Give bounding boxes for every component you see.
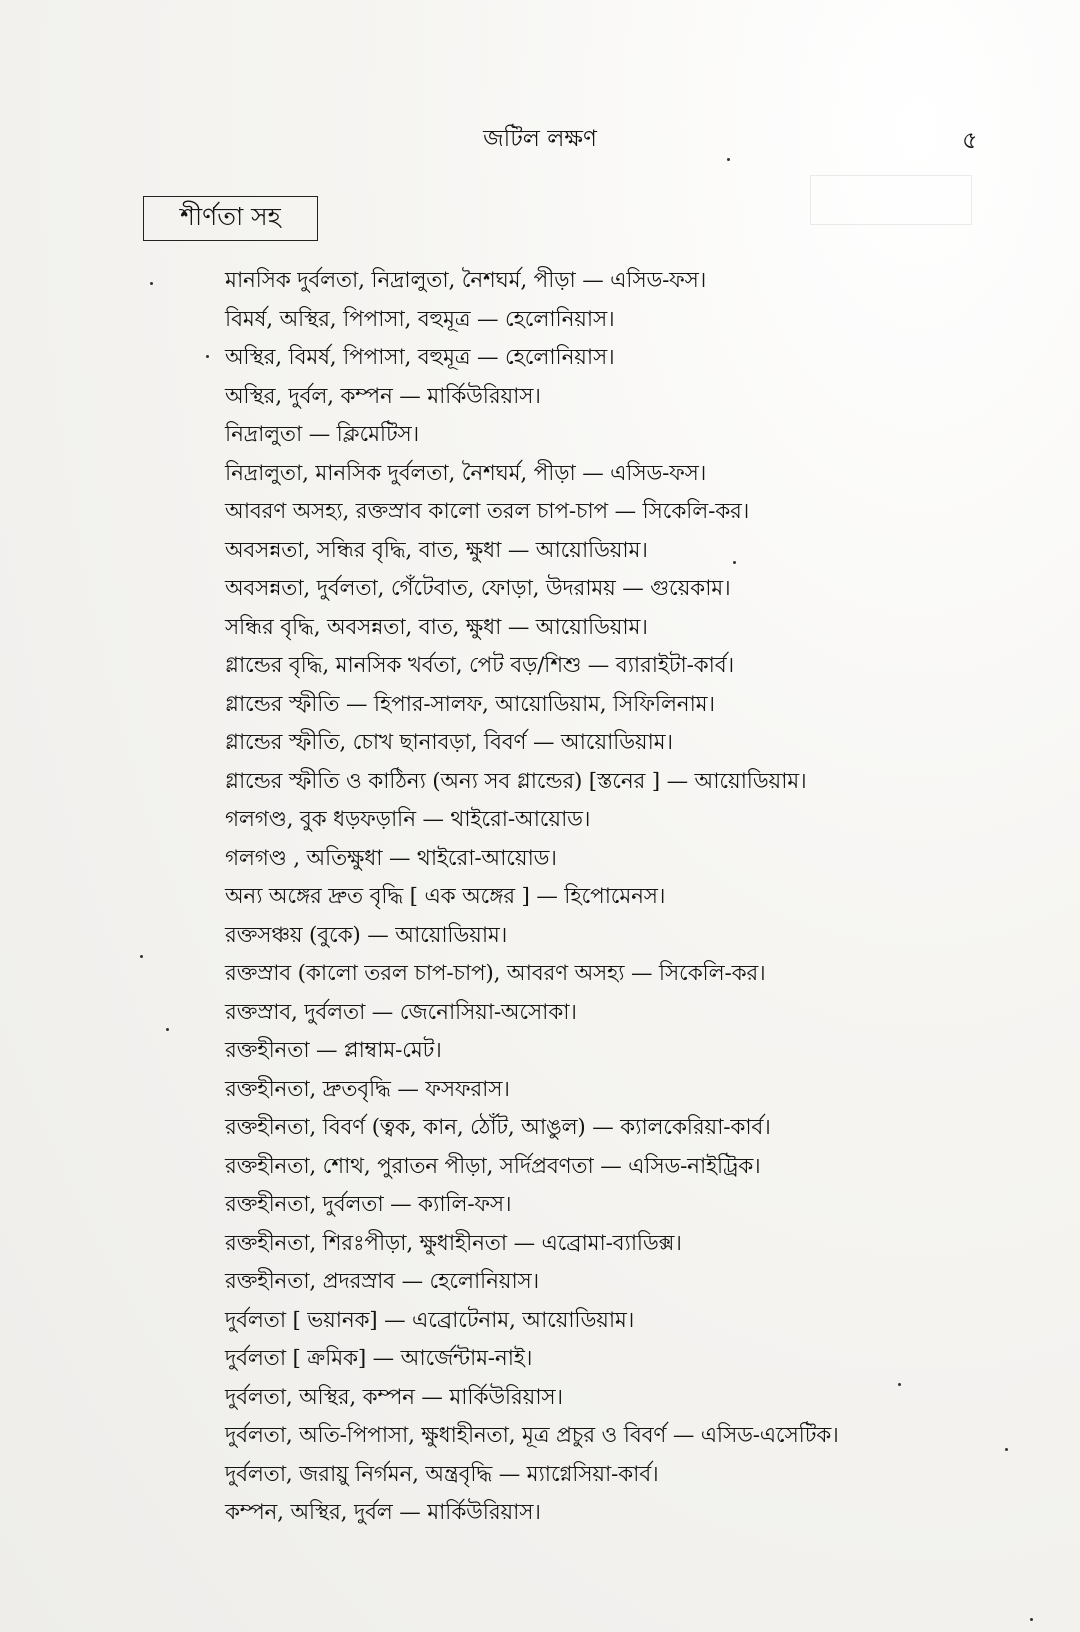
list-item: দুর্বলতা [ ক্রমিক] — আর্জেন্টাম-নাই। [225,1346,533,1371]
list-item: দুর্বলতা, জরায়ু নির্গমন, অন্ত্রবৃদ্ধি — ম্যাগ্নেসিয়া-কার্ব। [225,1461,659,1487]
list-item: অস্থির, দুর্বল, কম্পন — মার্কিউরিয়াস। [225,383,541,409]
list-item: রক্তহীনতা, প্রদরস্রাব — হেলোনিয়াস। [225,1269,539,1294]
list-item: দুর্বলতা [ ভয়ানক] — এব্রোটেনাম, আয়োডিয়াম। [225,1307,635,1333]
list-item: অবসন্নতা, সন্ধির বৃদ্ধি, বাত, ক্ষুধা — আয়োডিয়াম। [225,537,648,563]
list-item: নিদ্রালুতা, মানসিক দুর্বলতা, নৈশঘর্ম, পীড়া — এসিড-ফস। [225,460,707,486]
list-item: অন্য অঙ্গের দ্রুত বৃদ্ধি [ এক অঙ্গের ] — হিপোমেনস। [225,884,666,909]
list-item: মানসিক দুর্বলতা, নিদ্রালুতা, নৈশঘর্ম, পীড়া — এসিড-ফস। [225,268,707,293]
list-item: কম্পন, অস্থির, দুর্বল — মার্কিউরিয়াস। [225,1500,541,1525]
print-speck [727,158,730,161]
list-item: অবসন্নতা, দুর্বলতা, গেঁটেবাত, ফোড়া, উদরাময় — গুয়েকাম। [225,576,731,601]
list-item: রক্তহীনতা, দুর্বলতা — ক্যালি-ফস। [225,1192,512,1217]
list-item: গ্লান্ডের বৃদ্ধি, মানসিক খর্বতা, পেট বড়/শিশু — ব্যারাইটা-কার্ব। [225,653,734,678]
list-item: রক্তহীনতা, শিরঃপীড়া, ক্ষুধাহীনতা — এব্রোমা-ব্যাডিক্স। [225,1230,682,1256]
list-item: গলগণ্ড, বুক ধড়ফড়ানি — থাইরো-আয়োড। [225,807,591,832]
print-speck [1005,1448,1008,1451]
symptom-remedy-list [225,262,1045,1533]
list-item: দুর্বলতা, অস্থির, কম্পন — মার্কিউরিয়াস। [225,1384,563,1410]
list-item: রক্তহীনতা — প্লাম্বাম-মেট। [225,1038,442,1063]
list-item: রক্তস্রাব (কালো তরল চাপ-চাপ), আবরণ অসহ্য — সিকেলি-কর। [225,961,766,986]
list-item: গলগণ্ড , অতিক্ষুধা — থাইরো-আয়োড। [225,845,557,871]
print-speck [150,282,153,285]
list-item: সন্ধির বৃদ্ধি, অবসন্নতা, বাত, ক্ষুধা — আয়োডিয়াম। [225,614,648,640]
print-speck [206,355,209,358]
running-head: জটিল লক্ষণ [483,126,597,152]
list-item: গ্লান্ডের স্ফীতি, চোখ ছানাবড়া, বিবর্ণ — আয়োডিয়াম। [225,730,673,755]
list-item: রক্তসঞ্চয় (বুকে) — আয়োডিয়াম। [225,922,508,948]
list-item: রক্তহীনতা, দ্রুতবৃদ্ধি — ফসফরাস। [225,1076,510,1102]
print-speck [166,1028,169,1031]
list-item: নিদ্রালুতা — ক্লিমেটিস। [225,422,419,447]
print-speck [898,1383,901,1386]
list-item: দুর্বলতা, অতি-পিপাসা, ক্ষুধাহীনতা, মূত্র প্রচুর ও বিবর্ণ — এসিড-এসেটিক। [225,1423,839,1448]
list-item: বিমর্ষ, অস্থির, পিপাসা, বহুমূত্র — হেলোনিয়াস। [225,306,615,332]
list-item: আবরণ অসহ্য, রক্তস্রাব কালো তরল চাপ-চাপ — সিকেলি-কর। [225,499,750,524]
page-number: ৫ [962,126,978,154]
list-item: রক্তহীনতা, শোথ, পুরাতন পীড়া, সর্দিপ্রবণতা — এসিড-নাইট্রিক। [225,1153,761,1179]
bleed-through-box [810,175,972,225]
print-speck [733,561,736,564]
print-speck [1030,1618,1033,1621]
section-heading: শীর্ণতা সহ [143,196,318,241]
list-item: অস্থির, বিমর্ষ, পিপাসা, বহুমূত্র — হেলোনিয়াস। [225,345,615,370]
list-item: রক্তস্রাব, দুর্বলতা — জেনোসিয়া-অসোকা। [225,999,577,1025]
list-item: রক্তহীনতা, বিবর্ণ (ত্বক, কান, ঠোঁট, আঙুল) — ক্যালকেরিয়া-কার্ব। [225,1115,771,1140]
list-item: গ্লান্ডের স্ফীতি ও কাঠিন্য (অন্য সব গ্লান্ডের) [স্তনের ] — আয়োডিয়াম। [225,768,807,794]
print-speck [140,955,143,958]
list-item: গ্লান্ডের স্ফীতি — হিপার-সালফ, আয়োডিয়াম, সিফিলিনাম। [225,691,715,717]
